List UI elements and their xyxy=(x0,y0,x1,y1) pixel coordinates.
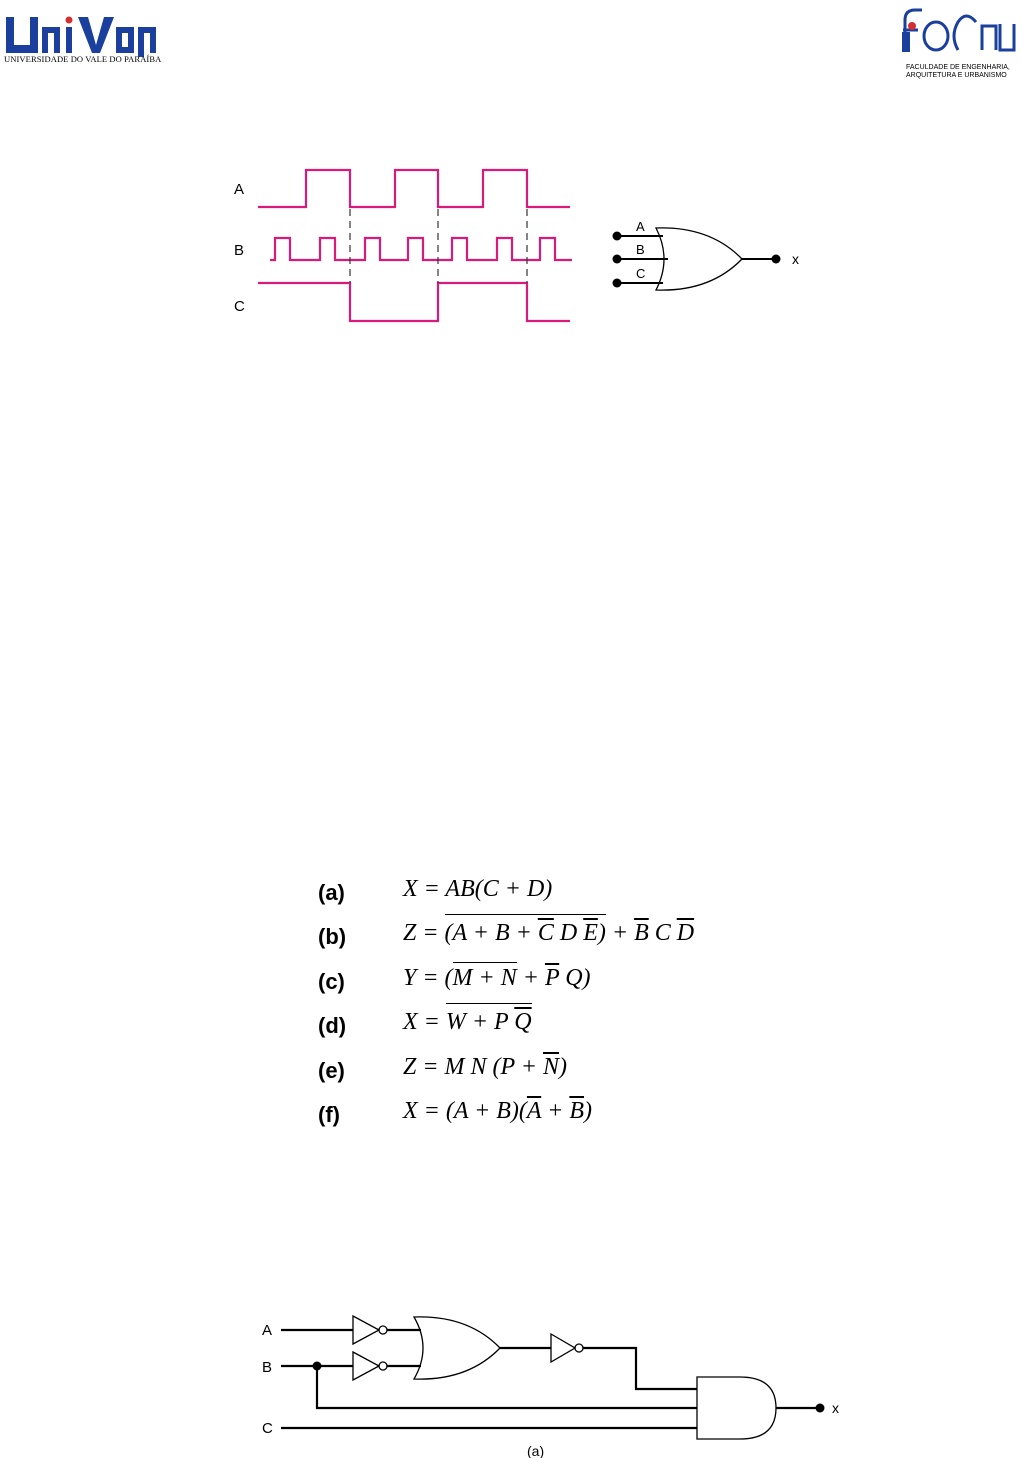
waveform-figure xyxy=(0,150,1022,340)
equation-expr-b: $Z = (A + B + \overline{C}$ D $\overline{E}) + \overline{B}$ C $\overline{D}$ xyxy=(403,920,695,947)
equation-label-e: (e) xyxy=(318,1057,345,1083)
feau-subtitle-line2: ARQUITETURA E URBANISMO xyxy=(906,72,1007,79)
equation-b xyxy=(318,920,738,964)
signal-label-a: A xyxy=(234,181,245,198)
circuit-input-label-c: C xyxy=(262,1420,273,1437)
input-terminal-c xyxy=(613,279,622,288)
circuit-output-label: x xyxy=(832,1400,839,1416)
equation-d xyxy=(318,1009,738,1053)
feau-subtitle-line1: FACULDADE DE ENGENHARIA, xyxy=(906,64,1010,71)
equation-f xyxy=(318,1098,738,1142)
equation-label-f: (f) xyxy=(318,1101,340,1127)
equation-label-c: (c) xyxy=(318,968,345,994)
equation-expr-e: Z = M N $(P + \overline{N})$ xyxy=(403,1053,567,1080)
signal-label-b: B xyxy=(234,242,245,259)
circuit-input-label-a: A xyxy=(262,1322,273,1339)
gate-output-label: x xyxy=(792,251,799,267)
univap-subtitle: UNIVERSIDADE DO VALE DO PARAÍBA xyxy=(4,54,162,64)
feau-logo xyxy=(900,4,1018,56)
logic-circuit xyxy=(0,1300,1022,1458)
waveform-a xyxy=(258,170,570,207)
equation-expr-d: X = W + P $\overline{Q}$ xyxy=(403,1009,532,1036)
input-terminal-b xyxy=(613,255,622,264)
inverter-b xyxy=(353,1352,387,1380)
equation-label-b: (b) xyxy=(318,924,347,950)
gate-input-label-a: A xyxy=(636,219,645,234)
circuit-caption: (a) xyxy=(527,1443,545,1458)
equation-expr-c: $Y = (M + N + \overline{P}$ Q) xyxy=(403,964,591,991)
inverter-c xyxy=(551,1334,583,1362)
gate-input-label-c: C xyxy=(636,266,646,281)
output-terminal xyxy=(772,255,781,264)
circuit-input-label-b: B xyxy=(262,1359,273,1376)
feau-subtitle xyxy=(906,64,1010,80)
or-gate-circuit xyxy=(414,1317,500,1379)
equation-e xyxy=(318,1054,738,1098)
inverter-a xyxy=(353,1316,387,1344)
input-terminal-a xyxy=(613,232,622,241)
waveform-c xyxy=(258,283,570,321)
and-gate-circuit xyxy=(697,1377,776,1439)
equation-expr-a: X = AB(C + D) xyxy=(403,876,553,902)
equation-expr-f: $X = (A + B)(\overline{A} + \overline{B})$ xyxy=(403,1097,593,1124)
signal-label-c: C xyxy=(234,298,245,315)
gate-input-label-b: B xyxy=(636,242,645,257)
equation-list xyxy=(318,876,738,1142)
equation-label-a: (a) xyxy=(318,880,345,905)
equation-label-d: (d) xyxy=(318,1013,347,1039)
circuit-output-terminal xyxy=(816,1404,825,1413)
junction-dot-b xyxy=(313,1362,322,1371)
